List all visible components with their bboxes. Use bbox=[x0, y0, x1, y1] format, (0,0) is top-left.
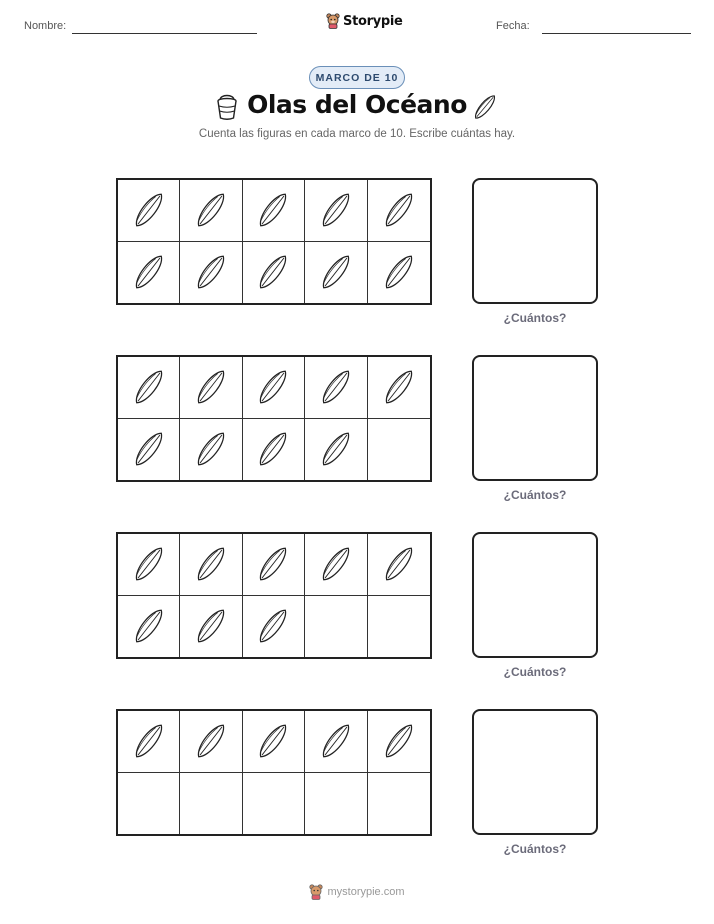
surfboard-icon bbox=[252, 716, 294, 766]
surfboard-icon bbox=[315, 185, 357, 235]
surfboard-icon bbox=[378, 247, 420, 297]
surfboard-icon bbox=[378, 539, 420, 589]
surfboard-icon bbox=[190, 539, 232, 589]
ten-frame-cell bbox=[305, 242, 367, 304]
surfboard-icon bbox=[128, 601, 170, 651]
surfboard-icon bbox=[252, 424, 294, 474]
how-many-label: ¿Cuántos? bbox=[503, 311, 567, 325]
ten-frame-cell bbox=[243, 357, 305, 419]
surfboard-icon bbox=[128, 185, 170, 235]
surfboard-icon bbox=[252, 539, 294, 589]
ten-frame bbox=[116, 178, 432, 305]
surfboard-icon bbox=[378, 716, 420, 766]
surfboard-icon bbox=[190, 362, 232, 412]
name-line[interactable] bbox=[72, 33, 257, 34]
ten-frame-cell bbox=[118, 357, 180, 419]
ten-frame-cell bbox=[118, 242, 180, 304]
brand-name: Storypie bbox=[343, 13, 403, 29]
ten-frame-cell bbox=[118, 711, 180, 773]
how-many-label: ¿Cuántos? bbox=[503, 488, 567, 502]
footer bbox=[0, 884, 714, 900]
surfboard-icon bbox=[128, 716, 170, 766]
ten-frame-cell bbox=[305, 180, 367, 242]
ten-frame-cell bbox=[305, 419, 367, 481]
ten-frame-cell bbox=[180, 419, 242, 481]
surfboard-icon bbox=[190, 424, 232, 474]
answer-box[interactable] bbox=[472, 178, 598, 304]
surfboard-icon bbox=[315, 424, 357, 474]
ten-frame-cell bbox=[180, 534, 242, 596]
footer-url[interactable]: mystorypie.com bbox=[327, 886, 405, 898]
date-line[interactable] bbox=[542, 33, 691, 34]
surfboard-icon bbox=[378, 362, 420, 412]
bear-mascot-icon bbox=[326, 13, 340, 29]
ten-frame-cell bbox=[305, 357, 367, 419]
ten-frame-cell bbox=[180, 242, 242, 304]
ten-frame-cell bbox=[118, 534, 180, 596]
ten-frame-cell bbox=[305, 773, 367, 835]
surfboard-icon bbox=[315, 362, 357, 412]
ten-frame-cell bbox=[368, 773, 430, 835]
surfboard-icon bbox=[252, 247, 294, 297]
surfboard-icon bbox=[128, 247, 170, 297]
ten-frame-cell bbox=[243, 596, 305, 658]
ten-frame-cell bbox=[368, 180, 430, 242]
answer-box[interactable] bbox=[472, 709, 598, 835]
surfboard-icon bbox=[128, 424, 170, 474]
ten-frame-cell bbox=[368, 596, 430, 658]
ten-frame-cell bbox=[243, 773, 305, 835]
answer-box[interactable] bbox=[472, 355, 598, 481]
surfboard-icon bbox=[190, 716, 232, 766]
surfboard-icon bbox=[315, 247, 357, 297]
ten-frame-cell bbox=[368, 534, 430, 596]
surfboard-icon bbox=[315, 716, 357, 766]
surfboard-icon bbox=[252, 601, 294, 651]
ten-frame-cell bbox=[118, 596, 180, 658]
ten-frame bbox=[116, 532, 432, 659]
ten-frame bbox=[116, 355, 432, 482]
ten-frame-cell bbox=[180, 596, 242, 658]
surfboard-icon bbox=[190, 185, 232, 235]
category-badge: MARCO DE 10 bbox=[309, 66, 405, 89]
ten-frame-cell bbox=[243, 711, 305, 773]
surfboard-icon bbox=[315, 539, 357, 589]
ten-frame-cell bbox=[118, 773, 180, 835]
ten-frame-cell bbox=[180, 773, 242, 835]
ten-frame-cell bbox=[305, 596, 367, 658]
bucket-icon bbox=[212, 92, 242, 122]
how-many-label: ¿Cuántos? bbox=[503, 665, 567, 679]
ten-frame-cell bbox=[243, 419, 305, 481]
ten-frame-cell bbox=[180, 711, 242, 773]
ten-frame-cell bbox=[368, 357, 430, 419]
bear-mascot-icon bbox=[309, 884, 323, 900]
surfboard-icon bbox=[128, 539, 170, 589]
surfboard-icon bbox=[190, 247, 232, 297]
ten-frame-cell bbox=[243, 180, 305, 242]
title-row bbox=[0, 90, 714, 119]
ten-frame-cell bbox=[180, 180, 242, 242]
ten-frame-cell bbox=[305, 534, 367, 596]
surfboard-icon bbox=[378, 185, 420, 235]
answer-box[interactable] bbox=[472, 532, 598, 658]
surfboard-icon bbox=[252, 362, 294, 412]
ten-frame-cell bbox=[243, 242, 305, 304]
ten-frame-cell bbox=[368, 419, 430, 481]
ten-frame-cell bbox=[368, 242, 430, 304]
brand-logo bbox=[326, 13, 403, 29]
date-label: Fecha: bbox=[496, 20, 530, 32]
name-label: Nombre: bbox=[24, 20, 67, 32]
ten-frame-cell bbox=[243, 534, 305, 596]
ten-frame-cell bbox=[305, 711, 367, 773]
ten-frame-cell bbox=[118, 180, 180, 242]
ten-frame-cell bbox=[368, 711, 430, 773]
surfboard-icon bbox=[190, 601, 232, 651]
ten-frame-cell bbox=[180, 357, 242, 419]
surfboard-icon bbox=[252, 185, 294, 235]
surfboard-icon bbox=[128, 362, 170, 412]
ten-frame bbox=[116, 709, 432, 836]
how-many-label: ¿Cuántos? bbox=[503, 842, 567, 856]
instructions: Cuenta las figuras en cada marco de 10. Escribe cuántas hay. bbox=[198, 128, 516, 140]
surfboard-icon bbox=[468, 90, 502, 124]
ten-frame-cell bbox=[118, 419, 180, 481]
page-title: Olas del Océano bbox=[247, 90, 467, 119]
